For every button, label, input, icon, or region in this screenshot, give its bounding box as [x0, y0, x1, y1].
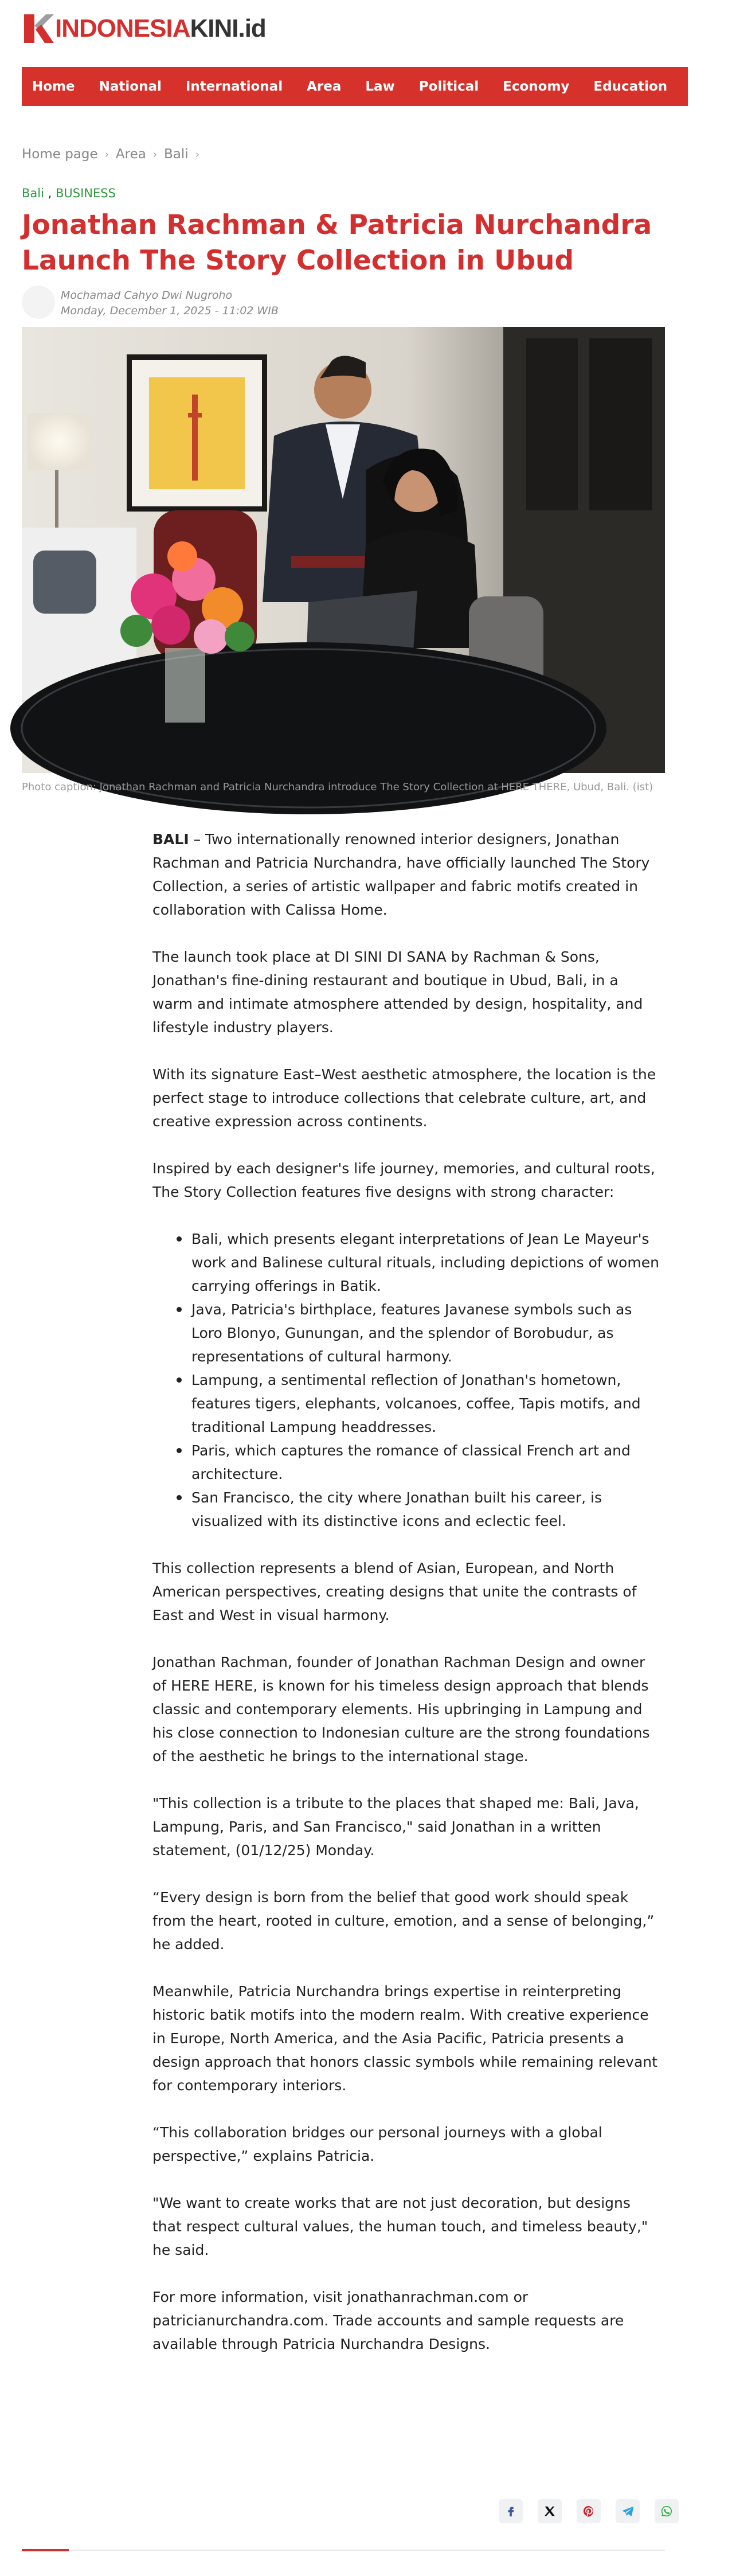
site-logo[interactable]	[22, 11, 266, 46]
share-bar	[484, 2499, 679, 2523]
telegram-share-button[interactable]	[616, 2499, 640, 2523]
article-photo	[22, 327, 665, 773]
article-paragraph: "We want to create works that are not just decoration, but designs that respect cultural values, the human touch, and timeless beauty," he said.	[152, 2195, 648, 2258]
design-list	[175, 1227, 663, 1533]
whatsapp-share-button[interactable]	[655, 2499, 679, 2523]
chevron-right-icon: ›	[195, 148, 199, 161]
whatsapp-icon	[660, 2505, 673, 2518]
category-business-link[interactable]: BUSINESS	[55, 186, 116, 200]
nav-item-political[interactable]: Political	[418, 79, 479, 94]
list-item: San Francisco, the city where Jonathan built his career, is visualized with its distinctive icons and eclectic feel.	[175, 1486, 663, 1533]
telegram-icon	[621, 2505, 634, 2518]
article-paragraph: For more information, visit jonathanrachman.com or patricianurchandra.com. Trade accounts and sample requests are available through Patricia Nurchandra Designs.	[152, 2289, 624, 2352]
author-name[interactable]: Mochamad Cahyo Dwi Nugroho	[61, 289, 233, 302]
chevron-right-icon: ›	[104, 148, 109, 161]
pinterest-icon	[582, 2505, 595, 2518]
nav-item-area[interactable]: Area	[307, 79, 342, 94]
pinterest-share-button[interactable]	[577, 2499, 601, 2523]
publish-date: Monday, December 1, 2025 - 11:02 WIB	[61, 305, 279, 317]
facebook-icon	[504, 2505, 517, 2518]
nav-item-economy[interactable]: Economy	[503, 79, 570, 94]
article-byline	[22, 286, 279, 319]
nav-item-international[interactable]: International	[185, 79, 283, 94]
article-categories	[22, 186, 116, 200]
article-paragraph: "This collection is a tribute to the places that shaped me: Bali, Java, Lampung, Paris, and San Francisco," said Jonathan in a written statement, (01/12/25) Monday.	[152, 1795, 639, 1859]
list-item: Lampung, a sentimental reflection of Jonathan's hometown, features tigers, elephants, volcanoes, coffee, Tapis motifs, and traditional Lampung headdresses.	[175, 1368, 663, 1439]
byline-text	[61, 286, 279, 319]
article-paragraph: “This collaboration bridges our personal journeys with a global perspective,” explains Patricia.	[152, 2124, 602, 2164]
author-avatar	[22, 286, 55, 319]
article-paragraph: Inspired by each designer's life journey, memories, and cultural roots, The Story Collection features five designs with strong character:	[152, 1160, 655, 1200]
site-header	[0, 0, 688, 63]
logo-k-icon	[22, 12, 55, 45]
x-share-button[interactable]	[538, 2499, 562, 2523]
breadcrumb	[22, 147, 206, 162]
category-bali-link[interactable]: Bali	[22, 186, 44, 200]
article-title: Jonathan Rachman & Patricia Nurchandra Launch The Story Collection in Ubud	[22, 209, 652, 276]
section-divider	[22, 2550, 665, 2551]
article-paragraph: Meanwhile, Patricia Nurchandra brings expertise in reinterpreting historic batik motifs into the modern realm. With creative experience in Europe, North America, and the Asia Pacific, Patricia presents a design approach that honors classic symbols while remaining relevant for contemporary interiors.	[152, 1983, 657, 2094]
chevron-right-icon: ›	[152, 148, 158, 161]
category-separator: ,	[44, 186, 56, 200]
list-item: Bali, which presents elegant interpretations of Jean Le Mayeur's work and Balinese cultural rituals, including depictions of women carrying offerings in Batik.	[175, 1227, 663, 1298]
logo-wordmark: INDONESIAKINI.id	[55, 14, 266, 42]
article-paragraph: This collection represents a blend of Asian, European, and North American perspectives, creating designs that unite the contrasts of East and West in visual harmony.	[152, 1560, 637, 1623]
list-item: Paris, which captures the romance of classical French art and architecture.	[175, 1439, 663, 1486]
main-navigation	[22, 67, 732, 106]
nav-item-home[interactable]: Home	[32, 79, 75, 94]
divider-accent	[22, 2549, 69, 2551]
list-item: Java, Patricia's birthplace, features Javanese symbols such as Loro Blonyo, Gunungan, and the splendor of Borobudur, as representations of cultural harmony.	[175, 1298, 663, 1368]
article-paragraph: “Every design is born from the belief that good work should speak from the heart, rooted in culture, emotion, and a sense of belonging,” he added.	[152, 1889, 655, 1953]
lead-text: – Two internationally renowned interior designers, Jonathan Rachman and Patricia Nurchandra, have officially launched The Story Collection, a series of artistic wallpaper and fabric motifs created in collaboration with Calissa Home.	[152, 831, 650, 918]
x-icon	[543, 2505, 556, 2518]
article-body	[152, 828, 663, 2379]
article-paragraph	[152, 828, 663, 922]
nav-item-national[interactable]: National	[99, 79, 162, 94]
dateline: BALI	[152, 831, 189, 848]
breadcrumb-bali-link[interactable]: Bali	[164, 147, 189, 162]
nav-item-education[interactable]: Education	[593, 79, 668, 94]
nav-item-sport[interactable]: Sport	[691, 79, 732, 94]
breadcrumb-area-link[interactable]: Area	[115, 147, 146, 162]
breadcrumb-home-link[interactable]: Home page	[22, 147, 98, 162]
article-paragraph: Jonathan Rachman, founder of Jonathan Rachman Design and owner of HERE HERE, is known for his timeless design approach that blends classic and contemporary elements. His upbringing in Lampung and his close connection to Indonesian culture are the strong foundations of the aesthetic he brings to the international stage.	[152, 1654, 650, 1765]
article-paragraph: The launch took place at DI SINI DI SANA by Rachman & Sons, Jonathan's fine-dining restaurant and boutique in Ubud, Bali, in a warm and intimate atmosphere attended by design, hospitality, and lifestyle industry players.	[152, 949, 643, 1036]
nav-item-law[interactable]: Law	[365, 79, 395, 94]
facebook-share-button[interactable]	[499, 2499, 523, 2523]
photo-caption: Photo caption: Jonathan Rachman and Patricia Nurchandra introduce The Story Collection at HERE THERE, Ubud, Bali. (ist)	[22, 781, 653, 793]
article-paragraph: With its signature East–West aesthetic atmosphere, the location is the perfect stage to introduce collections that celebrate culture, art, and creative expression across continents.	[152, 1066, 656, 1130]
